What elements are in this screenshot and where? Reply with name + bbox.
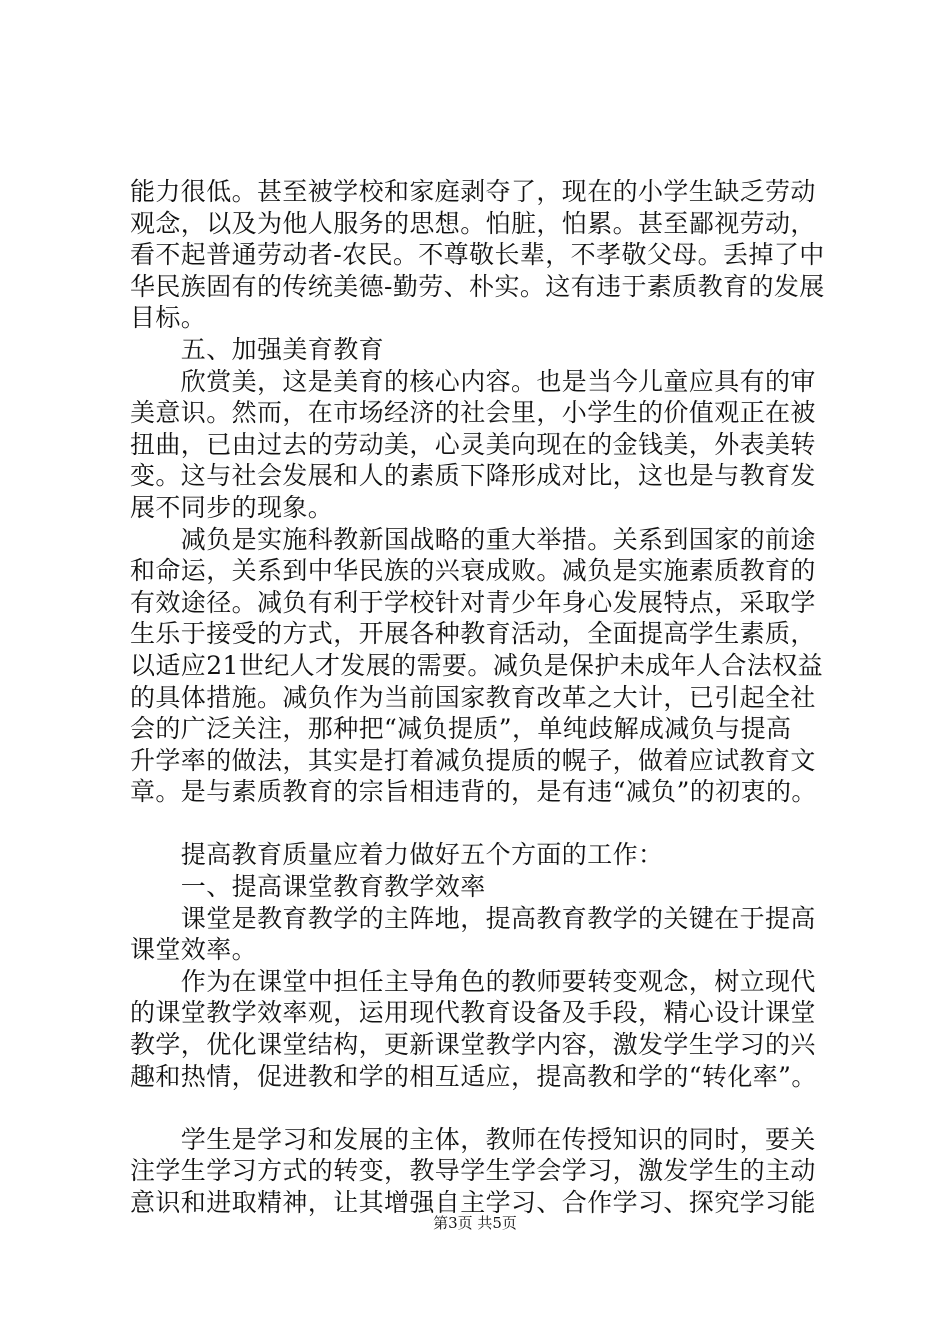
text-line: 和命运，关系到中华民族的兴衰成败。减负是实施素质教育的 — [130, 556, 816, 586]
paragraph-gap — [130, 1092, 830, 1124]
text-line: 课堂是教育教学的主阵地，提高教育教学的关键在于提高 — [130, 903, 816, 933]
text-line: 意识和进取精神，让其增强自主学习、合作学习、探究学习能 — [130, 1188, 816, 1217]
text-line: 观念，以及为他人服务的思想。怕脏，怕累。甚至鄙视劳动， — [130, 208, 816, 238]
text-line: 美意识。然而，在市场经济的社会里，小学生的价值观正在被 — [130, 398, 816, 428]
text-line: 目标。 — [130, 303, 207, 333]
text-line: 会的广泛关注，那种把“减负提质”，单纯歧解成减负与提高 — [130, 714, 792, 744]
text-line: 展不同步的现象。 — [130, 492, 334, 522]
text-line: 华民族固有的传统美德-勤劳、朴实。这有违于素质教育的发展 — [130, 271, 825, 301]
text-line: 减负是实施科教新国战略的重大举措。关系到国家的前途 — [130, 524, 816, 554]
text-line: 扭曲，已由过去的劳动美，心灵美向现在的金钱美，外表美转 — [130, 429, 816, 459]
paragraph-gap — [130, 808, 830, 840]
text-line: 看不起普通劳动者-农民。不尊敬长辈，不孝敬父母。丢掉了中 — [130, 240, 825, 270]
text-line: 变。这与社会发展和人的素质下降形成对比，这也是与教育发 — [130, 461, 816, 491]
text-line: 的课堂教学效率观，运用现代教育设备及手段，精心设计课堂 — [130, 998, 816, 1028]
text-line: 教学，优化课堂结构，更新课堂教学内容，激发学生学习的兴 — [130, 1030, 816, 1060]
text-line: 学生是学习和发展的主体，教师在传授知识的同时，要关 — [130, 1124, 816, 1154]
body-text — [130, 176, 830, 1219]
text-line: 课堂效率。 — [130, 935, 258, 965]
text-line: 有效途径。减负有利于学校针对青少年身心发展特点，采取学 — [130, 587, 816, 617]
text-line: 提高教育质量应着力做好五个方面的工作： — [130, 840, 664, 870]
section-heading: 一、提高课堂教育教学效率 — [130, 872, 486, 902]
text-line: 章。是与素质教育的宗旨相违背的，是有违“减负”的初衷的。 — [130, 777, 817, 807]
text-line: 的具体措施。减负作为当前国家教育改革之大计，已引起全社 — [130, 682, 816, 712]
section-heading: 五、加强美育教育 — [130, 334, 385, 364]
text-line: 以适应21世纪人才发展的需要。减负是保护未成年人合法权益 — [130, 650, 824, 680]
page-number-footer: 第3页 共5页 — [433, 1214, 517, 1232]
text-line: 升学率的做法，其实是打着减负提质的幌子，做着应试教育文 — [130, 745, 816, 775]
text-line: 能力很低。甚至被学校和家庭剥夺了，现在的小学生缺乏劳动 — [130, 177, 816, 206]
text-line: 注学生学习方式的转变，教导学生学会学习，激发学生的主动 — [130, 1156, 816, 1186]
text-line: 作为在课堂中担任主导角色的教师要转变观念，树立现代 — [130, 966, 816, 996]
text-line: 趣和热情，促进教和学的相互适应，提高教和学的“转化率”。 — [130, 1061, 817, 1091]
text-line: 欣赏美，这是美育的核心内容。也是当今儿童应具有的审 — [130, 366, 816, 396]
text-line: 生乐于接受的方式，开展各种教育活动，全面提高学生素质， — [130, 619, 816, 649]
